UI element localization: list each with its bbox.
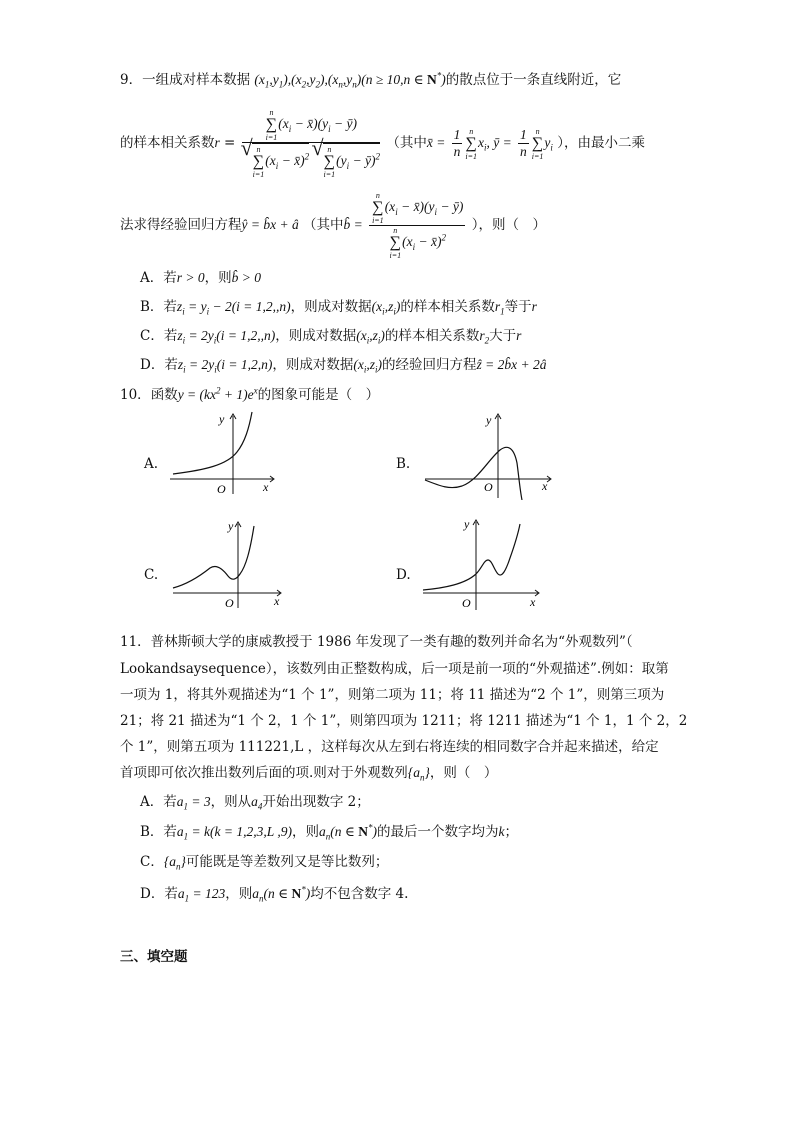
graph-b (420, 408, 555, 500)
graph-d-origin-label: O (462, 596, 471, 610)
graph-d-y-label: y (464, 517, 470, 531)
q9-option-c: C．若$z_i = 2y_i(i = 1,2,,n)$，则成对数据$(x_i,z_i)$的样本相关系数$r_2$大于r (140, 328, 522, 346)
q9-option-a: A．若r > 0，则b̂ > 0 (140, 270, 261, 286)
graph-a-label: A. (144, 456, 159, 472)
graph-c-x-label: x (274, 594, 280, 608)
q11-option-d: D．若$a_1 = 123$，则$a_n(n$ ∈ N*)均不包含数字 4. (140, 884, 409, 904)
graph-b-y-label: y (486, 413, 492, 427)
q11-line-5: 个 1”，则第五项为 111221,L ，这样每次从左到右将连续的相同数字合并起来描述，给定 (120, 739, 659, 755)
graph-d-x-label: x (530, 595, 536, 609)
q11-line-3: 一项为 1，将其外观描述为“1 个 1”，则第二项为 11；将 11 描述为“2 个 1”，则第三项为 (120, 687, 665, 703)
q11-line-2: Lookandsaysequence），该数列由正整数构成，后一项是前一项的“外观描述”.例如：取第 (120, 661, 669, 677)
graph-a-origin-label: O (217, 482, 226, 496)
q9-option-d: D．若$z_i = 2y_i(i = 1,2,n)$，则成对数据$(x_i,z_i)$的经验回归方程ẑ = 2b̂x + 2â (140, 357, 547, 375)
q11-option-c: C．$\{a_n\}$可能既是等差数列又是等比数列； (140, 854, 389, 872)
graph-c-y-label: y (228, 519, 234, 533)
graph-b-label: B. (396, 456, 411, 472)
q9-line-3: 法求得经验回归方程ŷ = b̂x + â （其中b̂ = n ∑ $i=1(x_i$ − $x̄)(y_i$ − ȳ) n ∑ $i=1(x_i$ − x̄)$^2$ ），则（ ） (120, 191, 546, 260)
q9-line-2: 的样本相关系数r = n ∑ $i=1(x_i$ − $x̄)(y_i$ − ȳ) √ n ∑ $i=1(x_i$ − x̄)$^2$ √ n ∑ $i=1(y_i$ − ȳ)$^2$ （其中x̄ = $\frac{1}{n}$ n ∑ $i=1x_i$, ȳ = $\frac{1}{n}$ n ∑ $i=1y_i$ ），由最小二乘 (120, 108, 645, 178)
graph-b-x-label: x (542, 479, 548, 493)
graph-c-origin-label: O (225, 596, 234, 610)
q11-line-6: 首项即可依次推出数列后面的项.则对于外观数列$\{a_n\}$，则（ ） (120, 765, 498, 783)
graph-d (420, 514, 545, 612)
q11-option-a: A．若$a_1 = 3$，则从$a_4$开始出现数字 2； (140, 794, 370, 812)
q9-option-b: B．若$z_i = y_i - 2(i = 1,2,,n)$，则成对数据$(x_i,z_i)$的样本相关系数$r_1$等于r (140, 299, 537, 317)
q11-option-b: B．若$a_1 = k(k = 1,2,3,L$ ,9)，则$a_n(n$ ∈ N*)的最后一个数字均为k； (140, 822, 519, 842)
q11-line-4: 21；将 21 描述为“1 个 2，1 个 1”，则第四项为 1211；将 1211 描述为“1 个 1，1 个 2，2 (120, 713, 688, 729)
q11-line-1: 11．普林斯顿大学的康威教授于 1986 年发现了一类有趣的数列并命名为“外观数列”（ (120, 634, 633, 650)
section-heading: 三、填空题 (120, 949, 188, 965)
q10-stem: 10．函数$y = (kx^2 + 1)e^x$的图象可能是（ ） (120, 385, 380, 403)
graph-a (165, 410, 280, 498)
graph-a-x-label: x (263, 480, 269, 494)
graph-d-label: D. (396, 567, 411, 583)
q9-line-1: 9．一组成对样本数据 $(x_1,y_1),(x_2,y_2),(x_n,y_n)(n \ge 10,n$ ∈ N*)的散点位于一条直线附近，它 (120, 70, 622, 90)
graph-a-y-label: y (219, 412, 225, 426)
graph-b-origin-label: O (484, 480, 493, 494)
graph-c-label: C. (144, 567, 159, 583)
graph-c (170, 516, 285, 611)
